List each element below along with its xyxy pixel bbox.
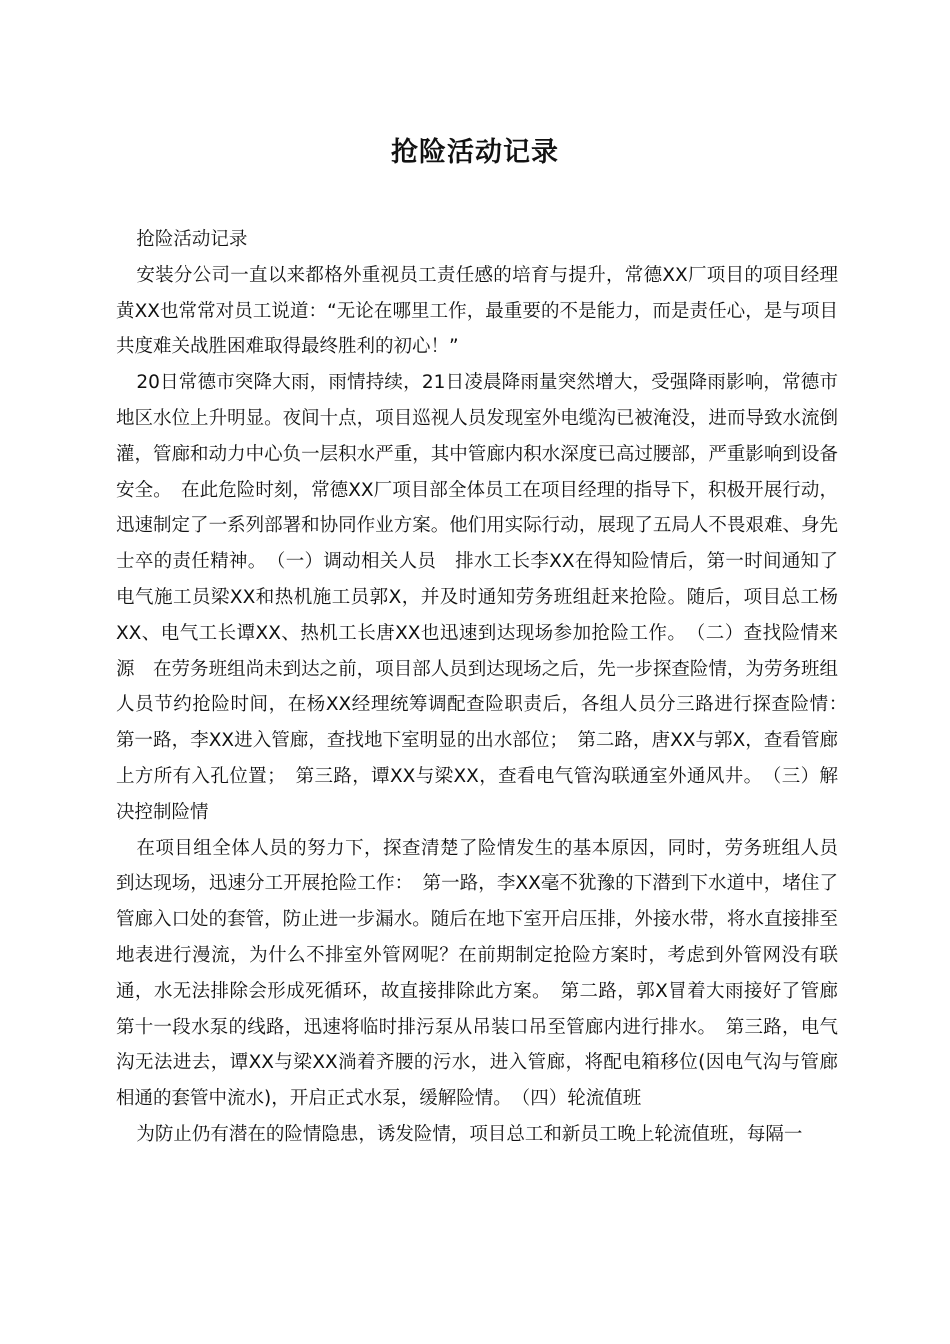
body-paragraph: 20日常德市突降大雨，雨情持续，21日凌晨降雨量突然增大，受强降雨影响，常德市地区水位上升明显。夜间十点，项目巡视人员发现室外电缆沟已被淹没，进而导致水流倒灌，管廊和动力中心负一层积水严重，其中管廊内积水深度已高过腰部，严重影响到设备安全。 在此危险时刻，常德XX厂项目部全体员工在项目经理的指导下，积极开展行动，迅速制定了一系列部署和协同作业方案。他们用实际行动，展现了五局人不畏艰难、身先士卒的责任精神。 （一）调动相关人员 排水工长李XX在得知险情后，第一时间通知了电气施工员梁XX和热机施工员郭X，并及时通知劳务班组赶来抢险。随后，项目总工杨XX、电气工长谭XX、热机工长唐XX也迅速到达现场参加抢险工作。 （二）查找险情来源 在劳务班组尚未到达之前，项目部人员到达现场之后，先一步探查险情，为劳务班组人员节约抢险时间，在杨XX经理统筹调配查险职责后，各组人员分三路进行探查险情： 第一路，李XX进入管廊，查找地下室明显的出水部位； 第二路，唐XX与郭X，查看管廊上方所有入孔位置； 第三路，谭XX与梁XX，查看电气管沟联通室外通风井。 （三）解决控制险情 (116, 372, 857, 823)
body-paragraph: 为防止仍有潜在的险情隐患，诱发险情，项目总工和新员工晚上轮流值班，每隔一 (136, 1123, 803, 1145)
document-body (116, 222, 857, 1153)
body-paragraph: 抢险活动记录 (136, 229, 248, 250)
body-paragraph: 安装分公司一直以来都格外重视员工责任感的培育与提升，常德XX厂项目的项目经理黄XX也常常对员工说道：“无论在哪里工作，最重要的不是能力，而是责任心，是与项目共度难关战胜困难取得最终胜利的初心！” (116, 264, 838, 358)
document-title: 抢险活动记录 (391, 137, 559, 168)
body-paragraph: 在项目组全体人员的努力下，探查清楚了险情发生的基本原因，同时，劳务班组人员到达现场，迅速分工开展抢险工作： 第一路，李XX毫不犹豫的下潜到下水道中，堵住了管廊入口处的套管，防止进一步漏水。随后在地下室开启压排，外接水带，将水直接排至地表进行漫流，为什么不排室外管网呢？在前期制定抢险方案时，考虑到外管网没有联通，水无法排除会形成死循环，故直接排除此方案。 第二路，郭X冒着大雨接好了管廊第十一段水泵的线路，迅速将临时排污泵从吊装口吊至管廊内进行排水。 第三路，电气沟无法进去，谭XX与梁XX淌着齐腰的污水，进入管廊，将配电箱移位(因电气沟与管廊相通的套管中流水)，开启正式水泵，缓解险情。 （四）轮流值班 (116, 837, 838, 1110)
